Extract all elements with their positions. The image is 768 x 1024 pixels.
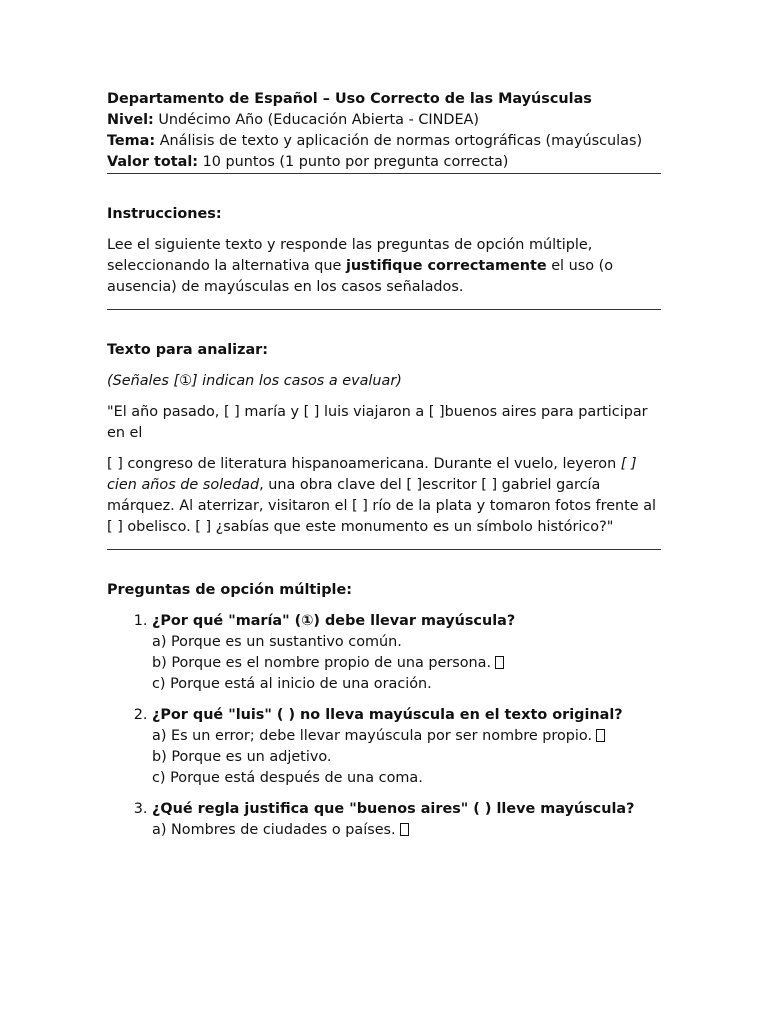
document-header — [107, 89, 661, 173]
preguntas-section — [107, 580, 661, 841]
document-title: Departamento de Español – Uso Correcto de las Mayúsculas — [107, 91, 592, 107]
divider — [107, 549, 661, 550]
texto-note: (Señales [①] indican los casos a evaluar) — [107, 373, 402, 389]
question-list — [107, 611, 661, 841]
question-text: ¿Por qué "luis" ( ) no lleva mayúscula en el texto original? — [152, 707, 623, 723]
valor-line — [107, 152, 661, 173]
option-c: c) Porque está al inicio de una oración. — [152, 676, 432, 692]
texto-paragraph-2: [ ] congreso de literatura hispanoamericana. Durante el vuelo, leyeron [ ] cien años de soledad, una obra clave del [ ]escritor [ ] gabriel garcía márquez. Al aterrizar, visitaron el [ ] río de la plata y tomaron fotos frente al [ ] obelisco. [ ] ¿sabías que este monumento es un símbolo histórico?" — [107, 456, 657, 535]
nivel-value: Undécimo Año (Educación Abierta - CINDEA) — [153, 112, 480, 128]
instrucciones-text: Lee el siguiente texto y responde las preguntas de opción múltiple, seleccionando la alternativa que justifique correctamente el uso (o ausencia) de mayúsculas en los casos señalados. — [107, 237, 614, 295]
option-b: b) Porque es el nombre propio de una persona. — [152, 653, 661, 674]
tema-line — [107, 131, 661, 152]
option-a: a) Es un error; debe llevar mayúscula por ser nombre propio. — [152, 726, 661, 747]
option-b: b) Porque es un adjetivo. — [152, 749, 332, 765]
valor-value: 10 puntos (1 punto por pregunta correcta) — [198, 154, 509, 170]
question-text: ¿Por qué "maría" (①) debe llevar mayúscula? — [152, 613, 516, 629]
nivel-line — [107, 110, 661, 131]
option-a: a) Porque es un sustantivo común. — [152, 634, 402, 650]
checkbox-icon — [400, 823, 409, 836]
checkbox-icon — [596, 729, 605, 742]
texto-section — [107, 340, 661, 538]
preguntas-title: Preguntas de opción múltiple: — [107, 582, 352, 598]
divider — [107, 173, 661, 174]
texto-paragraph-1: "El año pasado, [ ] maría y [ ] luis viajaron a [ ]buenos aires para participar en el — [107, 404, 648, 441]
question-text: ¿Qué regla justifica que "buenos aires" ( ) lleve mayúscula? — [152, 801, 635, 817]
divider — [107, 309, 661, 310]
valor-label: Valor total: — [107, 154, 199, 170]
instrucciones-section — [107, 204, 661, 298]
question-item — [152, 705, 661, 789]
tema-value: Análisis de texto y aplicación de normas ortográficas (mayúsculas) — [155, 133, 643, 149]
checkbox-icon — [495, 656, 504, 669]
instrucciones-title: Instrucciones: — [107, 206, 222, 222]
question-item — [152, 799, 661, 841]
tema-label: Tema: — [107, 133, 156, 149]
nivel-label: Nivel: — [107, 112, 154, 128]
option-a: a) Nombres de ciudades o países. — [152, 820, 661, 841]
option-c: c) Porque está después de una coma. — [152, 770, 423, 786]
texto-title: Texto para analizar: — [107, 342, 269, 358]
question-item — [152, 611, 661, 695]
